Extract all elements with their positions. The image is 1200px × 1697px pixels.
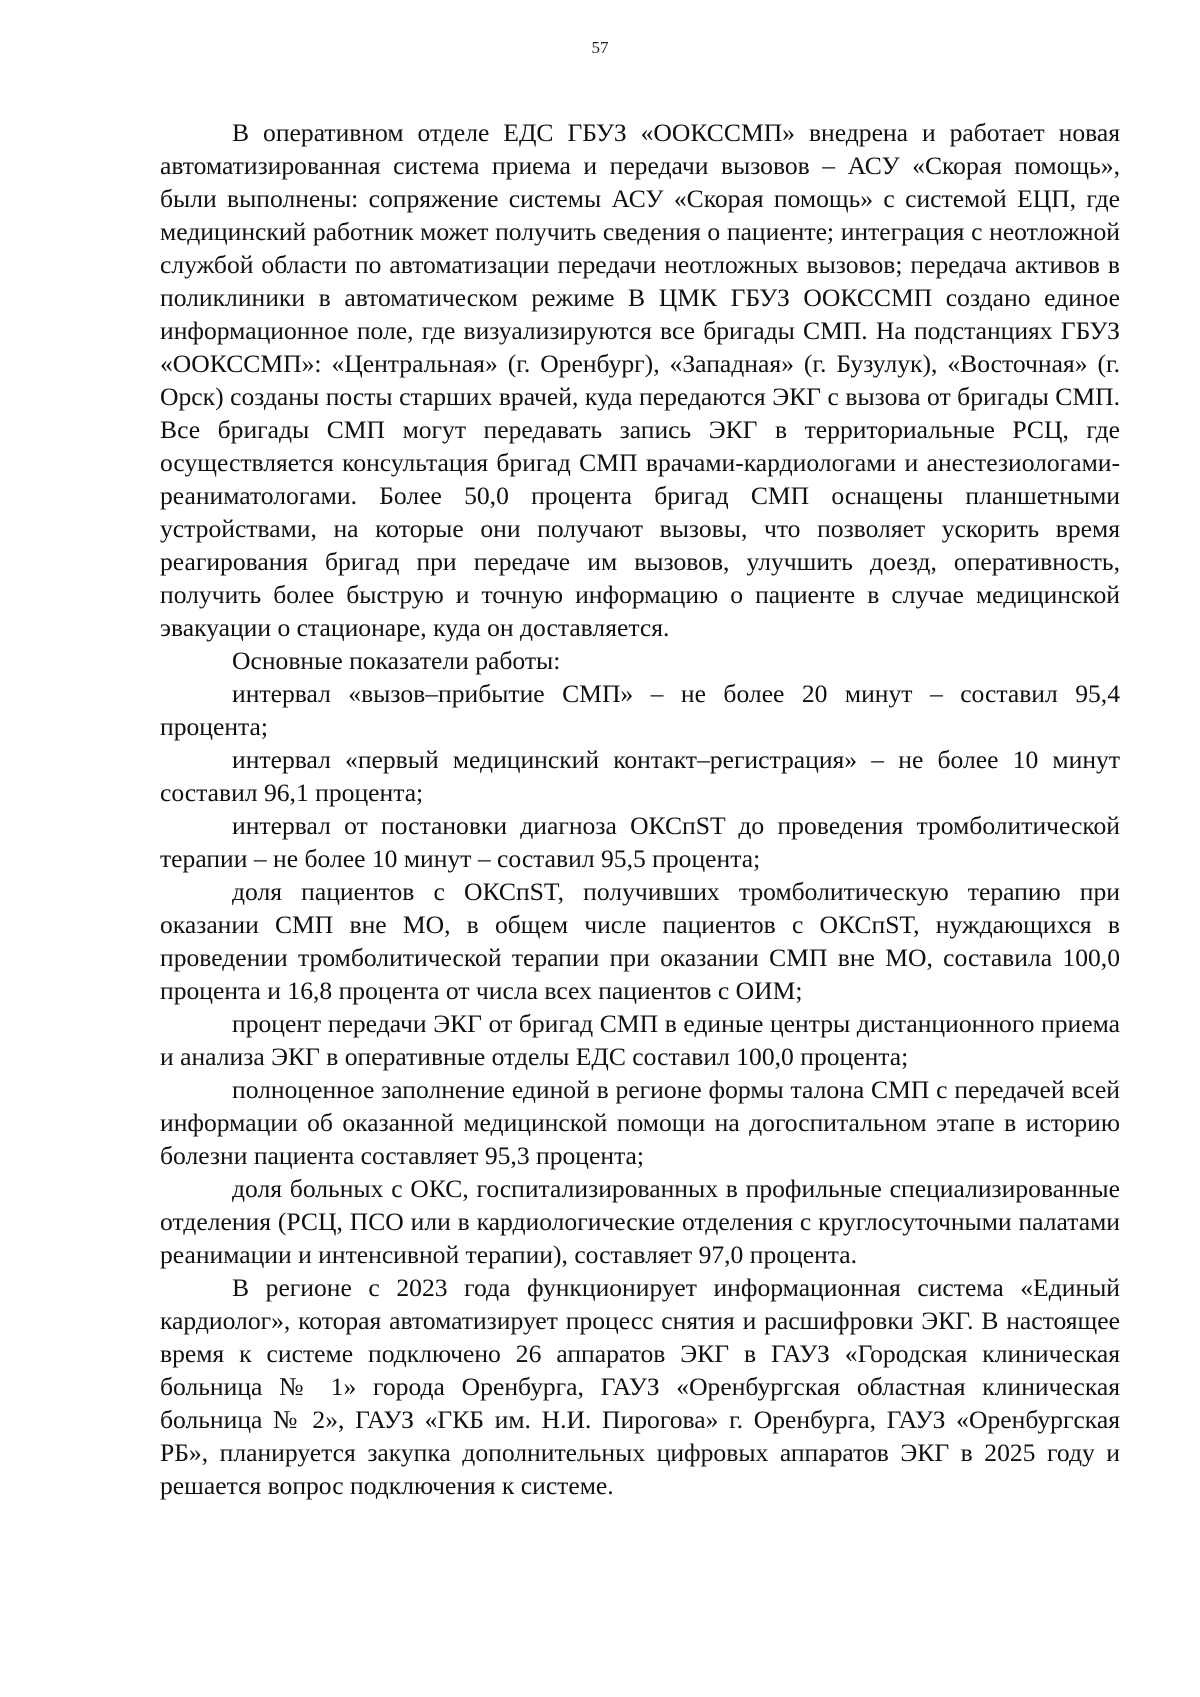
- paragraph-indicator-ecg-transfer: процент передачи ЭКГ от бригад СМП в единые центры дистанционного приема и анализа ЭКГ в оперативные отделы ЕДС составил 100,0 процента;: [160, 1009, 1120, 1071]
- paragraph-indicator-form-completion: полноценное заполнение единой в регионе формы талона СМП с передачей всей информации об оказанной медицинской помощи на догоспитальном этапе в историю болезни пациента составляет 95,3 процента;: [160, 1075, 1120, 1170]
- paragraph-indicator-thrombolysis-share: доля пациентов с ОКСпST, получивших тромболитическую терапию при оказании СМП вне МО, в общем числе пациентов с ОКСпST, нуждающихся в проведении тромболитической терапии при оказании СМП вне МО, составила 100,0 процента и 16,8 процента от числа всех пациентов с ОИМ;: [160, 877, 1120, 1005]
- paragraph-indicator-thrombolysis-interval: интервал от постановки диагноза ОКСпST до проведения тромболитической терапии – не более 10 минут – составил 95,5 процента;: [160, 811, 1120, 873]
- paragraph-indicators-heading: Основные показатели работы:: [232, 646, 561, 675]
- paragraph-indicator-hospitalization: доля больных с ОКС, госпитализированных в профильные специализированные отделения (РСЦ, ПСО или в кардиологические отделения с круглосуточными палатами реанимации и интенсивной терапии), составляет 97,0 процента.: [160, 1174, 1120, 1269]
- paragraph-unified-cardiologist: В регионе с 2023 года функционирует информационная система «Единый кардиолог», которая автоматизирует процесс снятия и расшифровки ЭКГ. В настоящее время к системе подключено 26 аппаратов ЭКГ в ГАУЗ «Городская клиническая больница № 1» города Оренбурга, ГАУЗ «Оренбургская областная клиническая больница № 2», ГАУЗ «ГКБ им. Н.И. Пирогова» г. Оренбурга, ГАУЗ «Оренбургская РБ», планируется закупка дополнительных цифровых аппаратов ЭКГ в 2025 году и решается вопрос подключения к системе.: [160, 1273, 1120, 1500]
- paragraph-indicator-call-arrival: интервал «вызов–прибытие СМП» – не более 20 минут – составил 95,4 процента;: [160, 679, 1120, 741]
- paragraph-asu-system: В оперативном отделе ЕДС ГБУЗ «ООКССМП» внедрена и работает новая автоматизированная система приема и передачи вызовов – АСУ «Скорая помощь», были выполнены: сопряжение системы АСУ «Скорая помощь» с системой ЕЦП, где медицинский работник может получить сведения о пациенте; интеграция с неотложной службой области по автоматизации передачи неотложных вызовов; передача активов в поликлиники в автоматическом режиме В ЦМК ГБУЗ ООКССМП создано единое информационное поле, где визуализируются все бригады СМП. На подстанциях ГБУЗ «ООКССМП»: «Центральная» (г. Оренбург), «Западная» (г. Бузулук), «Восточная» (г. Орск) созданы посты старших врачей, куда передаются ЭКГ с вызова от бригады СМП. Все бригады СМП могут передавать запись ЭКГ в территориальные РСЦ, где осуществляется консультация бригад СМП врачами-кардиологами и анестезиологами-реаниматологами. Более 50,0 процента бригад СМП оснащены планшетными устройствами, на которые они получают вызовы, что позволяет ускорить время реагирования бригад при передаче им вызовов, улучшить доезд, оперативность, получить более быструю и точную информацию о пациенте в случае медицинской эвакуации о стационаре, куда он доставляется.: [160, 118, 1120, 642]
- page-number: 57: [591, 38, 609, 57]
- paragraph-indicator-first-contact: интервал «первый медицинский контакт–регистрация» – не более 10 минут составил 96,1 процента;: [160, 745, 1120, 807]
- body-text: [160, 116, 1120, 1502]
